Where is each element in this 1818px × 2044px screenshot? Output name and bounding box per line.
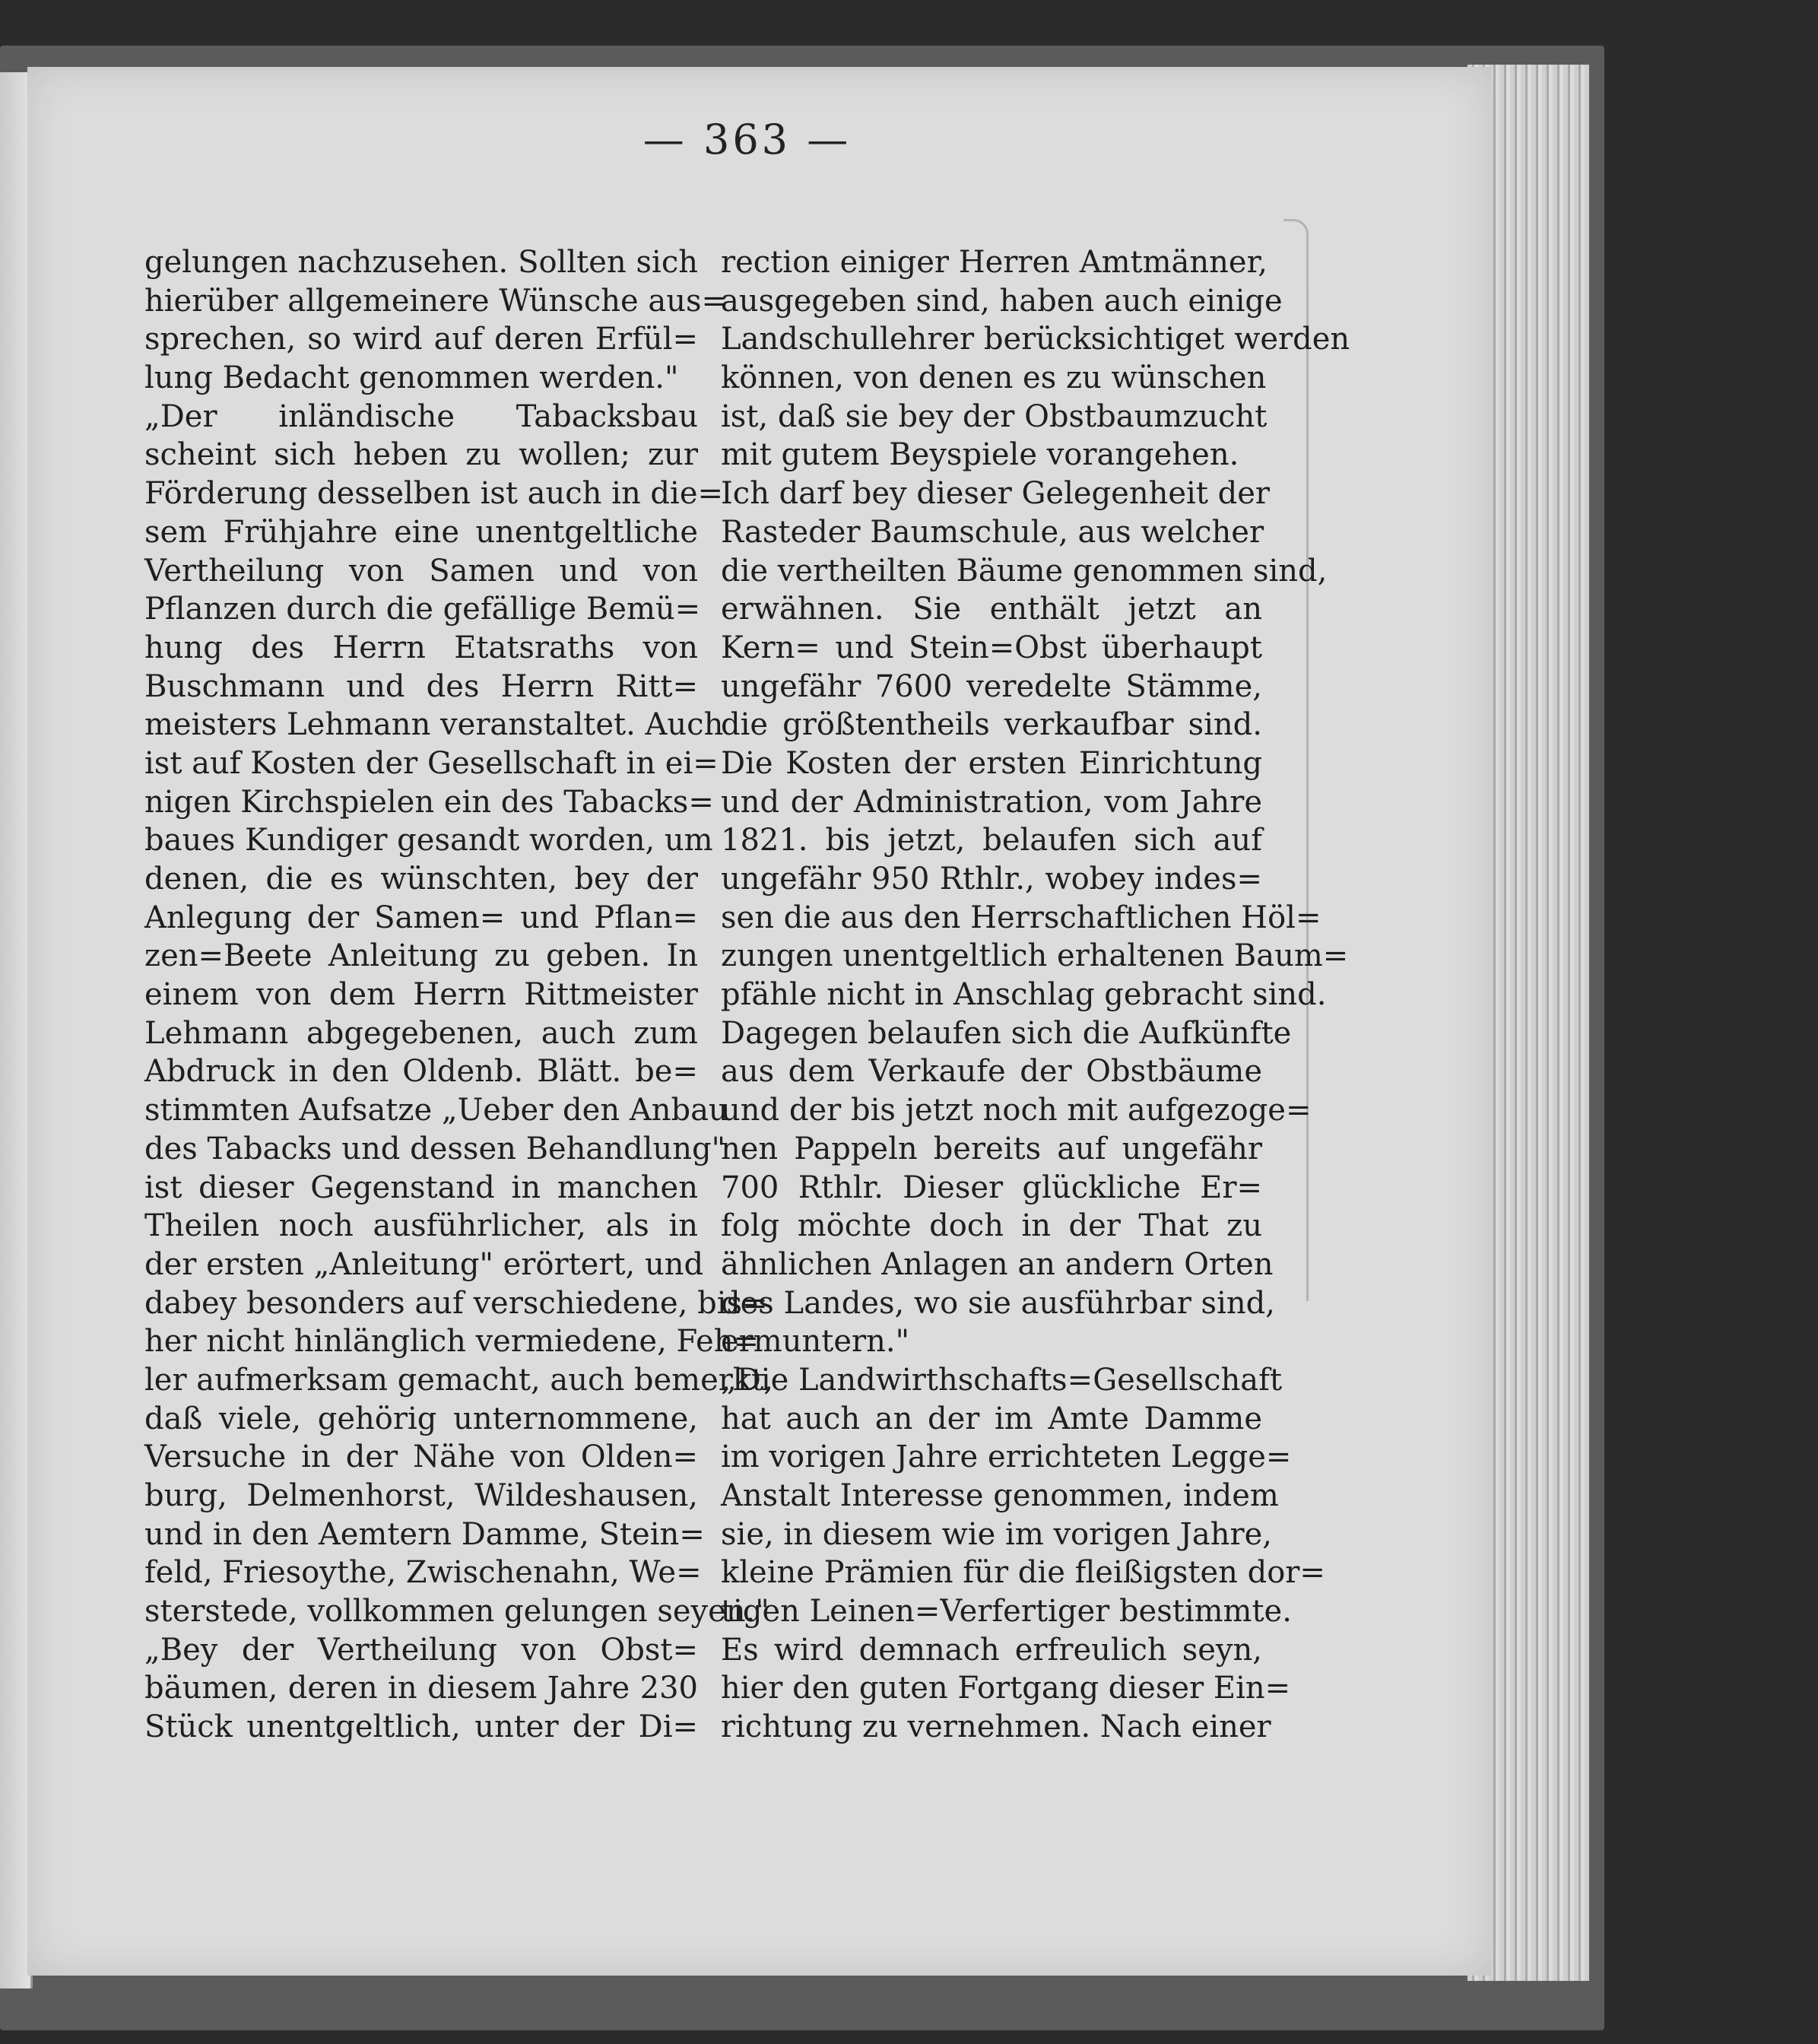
text-line: hat auch an der im Amte Damme: [721, 1401, 1262, 1436]
text-line: stimmten Aufsatze „Ueber den Anbau: [144, 1093, 728, 1128]
text-line: können, von denen es zu wünschen: [721, 360, 1267, 396]
text-line: burg, Delmenhorst, Wildeshausen,: [144, 1478, 698, 1513]
text-line: sem Frühjahre eine unentgeltliche: [144, 514, 698, 550]
text-line: Förderung desselben ist auch in die=: [144, 476, 724, 512]
text-line: ler aufmerksam gemacht, auch bemerkt,: [144, 1362, 773, 1398]
text-line: ist dieser Gegenstand in manchen: [144, 1170, 698, 1205]
text-line: pfähle nicht in Anschlag gebracht sind.: [721, 977, 1327, 1013]
text-line: ungefähr 7600 veredelte Stämme,: [721, 668, 1262, 704]
text-line: scheint sich heben zu wollen; zur: [144, 437, 698, 473]
text-line: lung Bedacht genommen werden.": [144, 360, 679, 396]
text-line: „Die Landwirthschafts=Gesellschaft: [721, 1362, 1283, 1398]
page-number-header: — 363 —: [642, 116, 852, 163]
text-line: bäumen, deren in diesem Jahre 230: [144, 1671, 698, 1706]
text-line: 1821. bis jetzt, belaufen sich auf: [721, 823, 1262, 859]
text-line: und in den Aemtern Damme, Stein=: [144, 1516, 705, 1552]
text-line: dabey besonders auf verschiedene, bis=: [144, 1285, 768, 1321]
text-line: erwähnen. Sie enthält jetzt an: [721, 592, 1262, 627]
text-line: aus dem Verkaufe der Obstbäume: [721, 1054, 1262, 1090]
text-line: Die Kosten der ersten Einrichtung: [721, 745, 1262, 781]
text-line: einem von dem Herrn Rittmeister: [144, 977, 698, 1013]
text-line: hierüber allgemeinere Wünsche aus=: [144, 283, 728, 319]
text-line: mit gutem Beyspiele vorangehen.: [721, 437, 1239, 473]
text-line: Abdruck in den Oldenb. Blätt. be=: [144, 1054, 698, 1090]
text-line: des Landes, wo sie ausführbar sind,: [721, 1285, 1275, 1321]
text-line: rection einiger Herren Amtmänner,: [721, 245, 1268, 280]
text-line: Stück unentgeltlich, unter der Di=: [144, 1709, 698, 1745]
text-line: Lehmann abgegebenen, auch zum: [144, 1015, 698, 1051]
text-line: ausgegeben sind, haben auch einige: [721, 283, 1283, 319]
text-line: tigen Leinen=Verfertiger bestimmte.: [721, 1594, 1292, 1630]
text-line: Dagegen belaufen sich die Aufkünfte: [721, 1015, 1292, 1051]
text-line: sen die aus den Herrschaftlichen Höl=: [721, 900, 1321, 935]
text-line: gelungen nachzusehen. Sollten sich: [144, 245, 698, 280]
text-line: Es wird demnach erfreulich seyn,: [721, 1632, 1262, 1668]
text-line: sterstede, vollkommen gelungen seyen.": [144, 1594, 769, 1630]
text-line: ermuntern.": [721, 1324, 909, 1360]
text-line: Landschullehrer berücksichtiget werden: [721, 322, 1350, 357]
text-line: hung des Herrn Etatsraths von: [144, 630, 698, 665]
right-text-column: [721, 243, 1350, 1747]
text-line: die größtentheils verkaufbar sind.: [721, 707, 1262, 743]
text-line: 700 Rthlr. Dieser glückliche Er=: [721, 1170, 1262, 1205]
text-line: im vorigen Jahre errichteten Legge=: [721, 1439, 1292, 1475]
text-line: Rasteder Baumschule, aus welcher: [721, 514, 1264, 550]
text-line: richtung zu vernehmen. Nach einer: [721, 1709, 1271, 1745]
text-line: ist auf Kosten der Gesellschaft in ei=: [144, 745, 719, 781]
text-line: denen, die es wünschten, bey der: [144, 862, 698, 897]
text-line: nigen Kirchspielen ein des Tabacks=: [144, 784, 714, 820]
text-line: Ich darf bey dieser Gelegenheit der: [721, 476, 1271, 512]
text-line: sie, in diesem wie im vorigen Jahre,: [721, 1516, 1272, 1552]
text-line: und der bis jetzt noch mit aufgezoge=: [721, 1093, 1312, 1128]
text-line: ungefähr 950 Rthlr., wobey indes=: [721, 862, 1262, 897]
text-line: und der Administration, vom Jahre: [721, 784, 1262, 820]
text-line: hier den guten Fortgang dieser Ein=: [721, 1671, 1291, 1706]
text-line: ist, daß sie bey der Obstbaumzucht: [721, 398, 1268, 434]
text-line: Kern= und Stein=Obst überhaupt: [721, 630, 1262, 665]
text-line: Theilen noch ausführlicher, als in: [144, 1208, 698, 1244]
text-line: zungen unentgeltlich erhaltenen Baum=: [721, 938, 1349, 974]
text-line: folg möchte doch in der That zu: [721, 1208, 1262, 1244]
text-line: zen=Beete Anleitung zu geben. In: [144, 938, 698, 974]
pencil-margin-mark: [1283, 219, 1309, 1301]
text-line: des Tabacks und dessen Behandlung": [144, 1131, 725, 1166]
text-line: baues Kundiger gesandt worden, um: [144, 823, 713, 859]
text-line: Anstalt Interesse genommen, indem: [721, 1478, 1279, 1513]
text-line: „Der inländische Tabacksbau: [144, 398, 698, 434]
text-line: der ersten „Anleitung" erörtert, und: [144, 1246, 704, 1282]
text-line: Vertheilung von Samen und von: [144, 553, 698, 589]
text-line: nen Pappeln bereits auf ungefähr: [721, 1131, 1262, 1166]
text-line: daß viele, gehörig unternommene,: [144, 1401, 698, 1436]
text-line: meisters Lehmann veranstaltet. Auch: [144, 707, 724, 743]
left-text-column: [144, 243, 773, 1747]
text-line: her nicht hinlänglich vermiedene, Feh=: [144, 1324, 760, 1360]
text-line: Pflanzen durch die gefällige Bemü=: [144, 592, 701, 627]
text-line: feld, Friesoythe, Zwischenahn, We=: [144, 1555, 702, 1591]
text-line: ähnlichen Anlagen an andern Orten: [721, 1246, 1274, 1282]
text-line: kleine Prämien für die fleißigsten dor=: [721, 1555, 1325, 1591]
text-line: Anlegung der Samen= und Pflan=: [144, 900, 698, 935]
text-line: „Bey der Vertheilung von Obst=: [144, 1632, 698, 1668]
text-line: Versuche in der Nähe von Olden=: [144, 1439, 698, 1475]
text-line: sprechen, so wird auf deren Erfül=: [144, 322, 698, 357]
text-line: die vertheilten Bäume genommen sind,: [721, 553, 1328, 589]
text-line: Buschmann und des Herrn Ritt=: [144, 668, 698, 704]
